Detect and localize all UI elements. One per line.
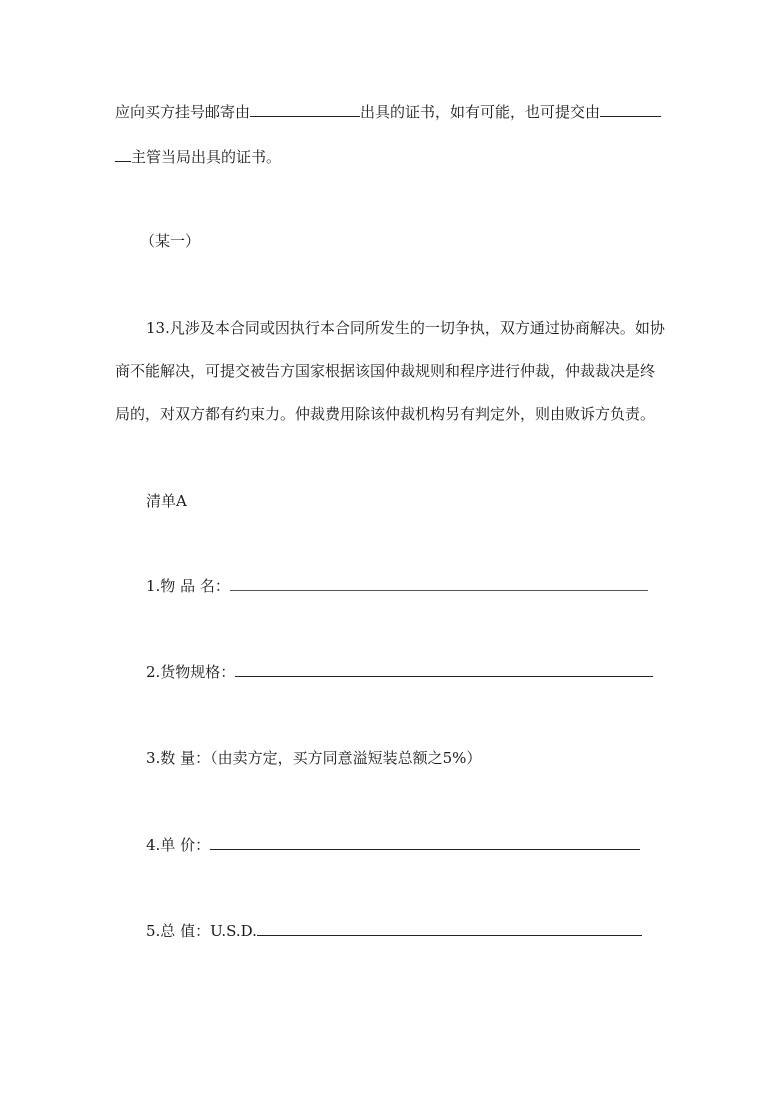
item-quantity: 3.数 量：（由卖方定，买方同意溢短装总额之5%） — [146, 749, 482, 767]
item-specification — [146, 661, 653, 682]
item-goods-name-label: 1.物 品 名： — [146, 577, 230, 595]
item-total-value — [146, 920, 642, 941]
clause-13-line1: 13.凡涉及本合同或因执行本合同所发生的一切争执，双方通过协商解决。如协 — [146, 319, 665, 337]
unit-price-field[interactable] — [210, 835, 640, 850]
para1-text-c: 主管当局出具的证书。 — [131, 148, 282, 166]
issuer-blank-2-cont[interactable] — [115, 147, 131, 162]
issuer-blank-1[interactable] — [250, 102, 360, 117]
para1-line1 — [115, 101, 661, 122]
para1-text-b: 出具的证书，如有可能，也可提交由 — [360, 103, 601, 121]
list-title: 清单A — [146, 492, 187, 510]
item-total-value-label: 5.总 值：U.S.D. — [146, 922, 257, 940]
total-value-field[interactable] — [257, 921, 642, 936]
clause-13-line2: 商不能解决，可提交被告方国家根据该国仲裁规则和程序进行仲裁，仲裁裁决是终 — [115, 362, 656, 380]
item-goods-name — [146, 575, 648, 596]
clause-13-line3: 局的，对双方都有约束力。仲裁费用除该仲裁机构另有判定外，则由败诉方负责。 — [115, 405, 656, 423]
para1-text-a: 应向买方挂号邮寄由 — [115, 103, 251, 121]
issuer-blank-2[interactable] — [600, 102, 661, 117]
specification-field[interactable] — [235, 662, 653, 677]
section-heading: （某一） — [140, 232, 201, 250]
para1-line2 — [115, 146, 281, 167]
goods-name-field[interactable] — [230, 576, 648, 591]
item-specification-label: 2.货物规格： — [146, 663, 236, 681]
item-unit-price-label: 4.单 价： — [146, 836, 211, 854]
item-unit-price — [146, 834, 640, 855]
